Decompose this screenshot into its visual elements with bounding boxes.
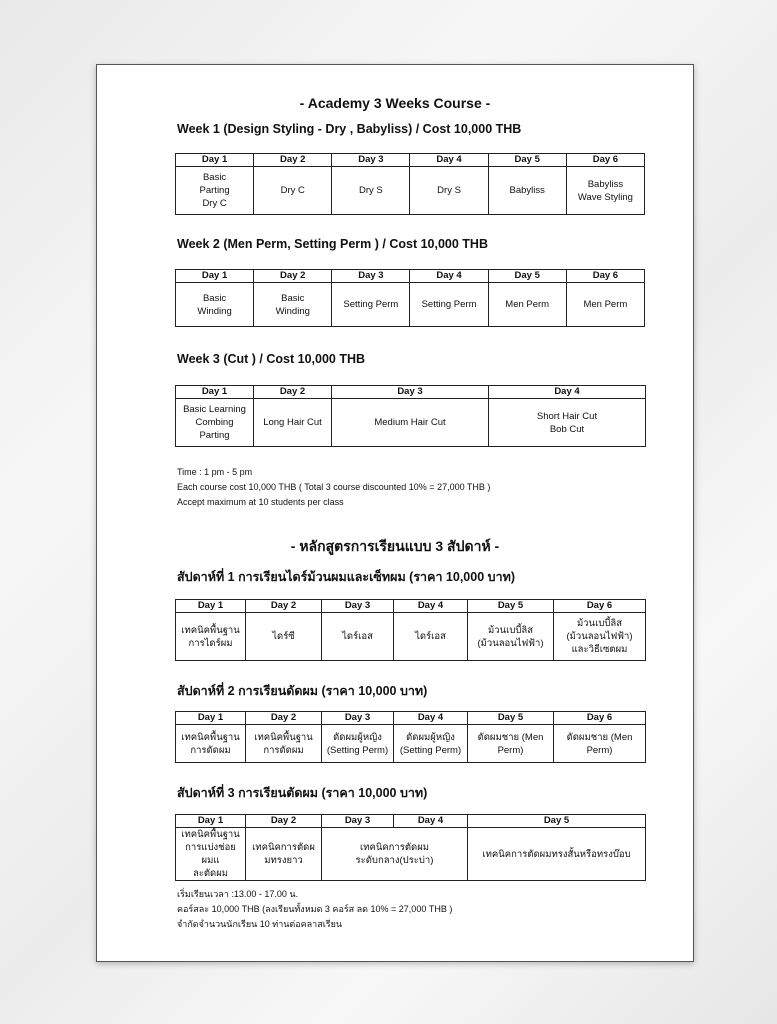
lesson-cell: Basic Winding <box>176 283 254 327</box>
lesson-cell: Basic Parting Dry C <box>176 167 254 215</box>
note-cost: คอร์สละ 10,000 THB (ลงเรียนทั้งหมด 3 คอร์ส ลด 10% = 27,000 THB ) <box>177 904 453 914</box>
note-time: Time : 1 pm - 5 pm <box>177 467 253 477</box>
day-header: Day 3 <box>332 154 410 167</box>
day-header: Day 5 <box>488 154 566 167</box>
thai-week2-heading: สัปดาห์ที่ 2 การเรียนดัดผม (ราคา 10,000 บาท) <box>177 684 428 698</box>
day-header: Day 2 <box>246 600 322 613</box>
thai-notes <box>177 887 452 932</box>
course-document <box>96 64 694 962</box>
day-header: Day 2 <box>246 712 322 725</box>
day-header: Day 1 <box>176 270 254 283</box>
day-header: Day 6 <box>566 270 644 283</box>
lesson-cell: Dry S <box>410 167 488 215</box>
week1-table <box>175 153 645 215</box>
day-header: Day 4 <box>394 712 468 725</box>
lesson-cell: Dry C <box>254 167 332 215</box>
lesson-cell: Setting Perm <box>410 283 488 327</box>
thai-week3-heading: สัปดาห์ที่ 3 การเรียนตัดผม (ราคา 10,000 บาท) <box>177 786 428 800</box>
day-header: Day 3 <box>322 815 394 828</box>
lesson-cell: ม้วนเบบี้ลิส (ม้วนลอนไฟฟ้า) <box>468 613 554 661</box>
day-header: Day 6 <box>566 154 644 167</box>
lesson-cell: Setting Perm <box>332 283 410 327</box>
day-header: Day 4 <box>410 270 488 283</box>
day-header: Day 2 <box>246 815 322 828</box>
lesson-cell: เทคนิคพื้นฐาน การดัดผม <box>176 725 246 763</box>
day-header: Day 2 <box>254 270 332 283</box>
lesson-cell: เทคนิคการตัดผม ระดับกลาง(ประบ่า) <box>322 828 468 881</box>
lesson-cell: เทคนิคพื้นฐาน การดัดผม <box>246 725 322 763</box>
day-header: Day 3 <box>322 600 394 613</box>
note-time: เริ่มเรียนเวลา :13.00 - 17.00 น. <box>177 889 299 899</box>
thai-title: - หลักสูตรการเรียนแบบ 3 สัปดาห์ - <box>290 538 500 554</box>
day-header: Day 5 <box>468 712 554 725</box>
thai-week1-table <box>175 599 646 661</box>
lesson-cell: เทคนิคการตัดผมทรงสั้นหรือทรงบ๊อบ <box>468 828 646 881</box>
lesson-cell: เทคนิคพื้นฐาน การไดร์ผม <box>176 613 246 661</box>
thai-week1-heading: สัปดาห์ที่ 1 การเรียนไดร์ม้วนผมและเซ็ทผม (ราคา 10,000 บาท) <box>177 570 515 584</box>
week2-heading: Week 2 (Men Perm, Setting Perm ) / Cost 10,000 THB <box>177 237 488 251</box>
day-header: Day 5 <box>488 270 566 283</box>
lesson-cell: ไดร์เอส <box>394 613 468 661</box>
lesson-cell: ไดร์ซี <box>246 613 322 661</box>
lesson-cell: Basic Winding <box>254 283 332 327</box>
thai-week3-table <box>175 814 646 881</box>
lesson-cell: ดัดผมชาย (Men Perm) <box>554 725 646 763</box>
note-capacity: Accept maximum at 10 students per class <box>177 497 344 507</box>
day-header: Day 4 <box>489 386 646 399</box>
note-cost: Each course cost 10,000 THB ( Total 3 course discounted 10% = 27,000 THB ) <box>177 482 491 492</box>
day-header: Day 2 <box>254 386 332 399</box>
day-header: Day 4 <box>394 815 468 828</box>
week2-table <box>175 269 645 327</box>
lesson-cell: Men Perm <box>566 283 644 327</box>
day-header: Day 5 <box>468 815 646 828</box>
day-header: Day 1 <box>176 712 246 725</box>
note-capacity: จำกัดจำนวนนักเรียน 10 ท่านต่อคลาสเรียน <box>177 919 343 929</box>
lesson-cell: Medium Hair Cut <box>332 399 489 447</box>
lesson-cell: Short Hair Cut Bob Cut <box>489 399 646 447</box>
week3-table <box>175 385 646 447</box>
lesson-cell: ดัดผมผู้หญิง (Setting Perm) <box>394 725 468 763</box>
day-header: Day 4 <box>394 600 468 613</box>
day-header: Day 3 <box>322 712 394 725</box>
lesson-cell: Babyliss Wave Styling <box>566 167 644 215</box>
day-header: Day 5 <box>468 600 554 613</box>
day-header: Day 6 <box>554 712 646 725</box>
day-header: Day 6 <box>554 600 646 613</box>
lesson-cell: Dry S <box>332 167 410 215</box>
day-header: Day 1 <box>176 154 254 167</box>
day-header: Day 1 <box>176 386 254 399</box>
day-header: Day 3 <box>332 386 489 399</box>
week1-heading: Week 1 (Design Styling - Dry , Babyliss) / Cost 10,000 THB <box>177 122 522 136</box>
lesson-cell: ดัดผมชาย (Men Perm) <box>468 725 554 763</box>
lesson-cell: ไดร์เอส <box>322 613 394 661</box>
lesson-cell: เทคนิคพื้นฐาน การแบ่งช่อยผมแ ละตัดผม <box>176 828 246 881</box>
day-header: Day 1 <box>176 815 246 828</box>
day-header: Day 2 <box>254 154 332 167</box>
lesson-cell: Long Hair Cut <box>254 399 332 447</box>
english-title: - Academy 3 Weeks Course - <box>299 95 491 111</box>
day-header: Day 4 <box>410 154 488 167</box>
lesson-cell: Babyliss <box>488 167 566 215</box>
thai-week2-table <box>175 711 646 763</box>
lesson-cell: Basic Learning Combing Parting <box>176 399 254 447</box>
lesson-cell: เทคนิคการตัดผ มทรงยาว <box>246 828 322 881</box>
lesson-cell: ดัดผมผู้หญิง (Setting Perm) <box>322 725 394 763</box>
day-header: Day 3 <box>332 270 410 283</box>
week3-heading: Week 3 (Cut ) / Cost 10,000 THB <box>177 352 366 366</box>
english-notes <box>177 465 490 510</box>
lesson-cell: ม้วนเบบี้ลิส (ม้วนลอนไฟฟ้า) และวิธีเซตผม <box>554 613 646 661</box>
day-header: Day 1 <box>176 600 246 613</box>
lesson-cell: Men Perm <box>488 283 566 327</box>
